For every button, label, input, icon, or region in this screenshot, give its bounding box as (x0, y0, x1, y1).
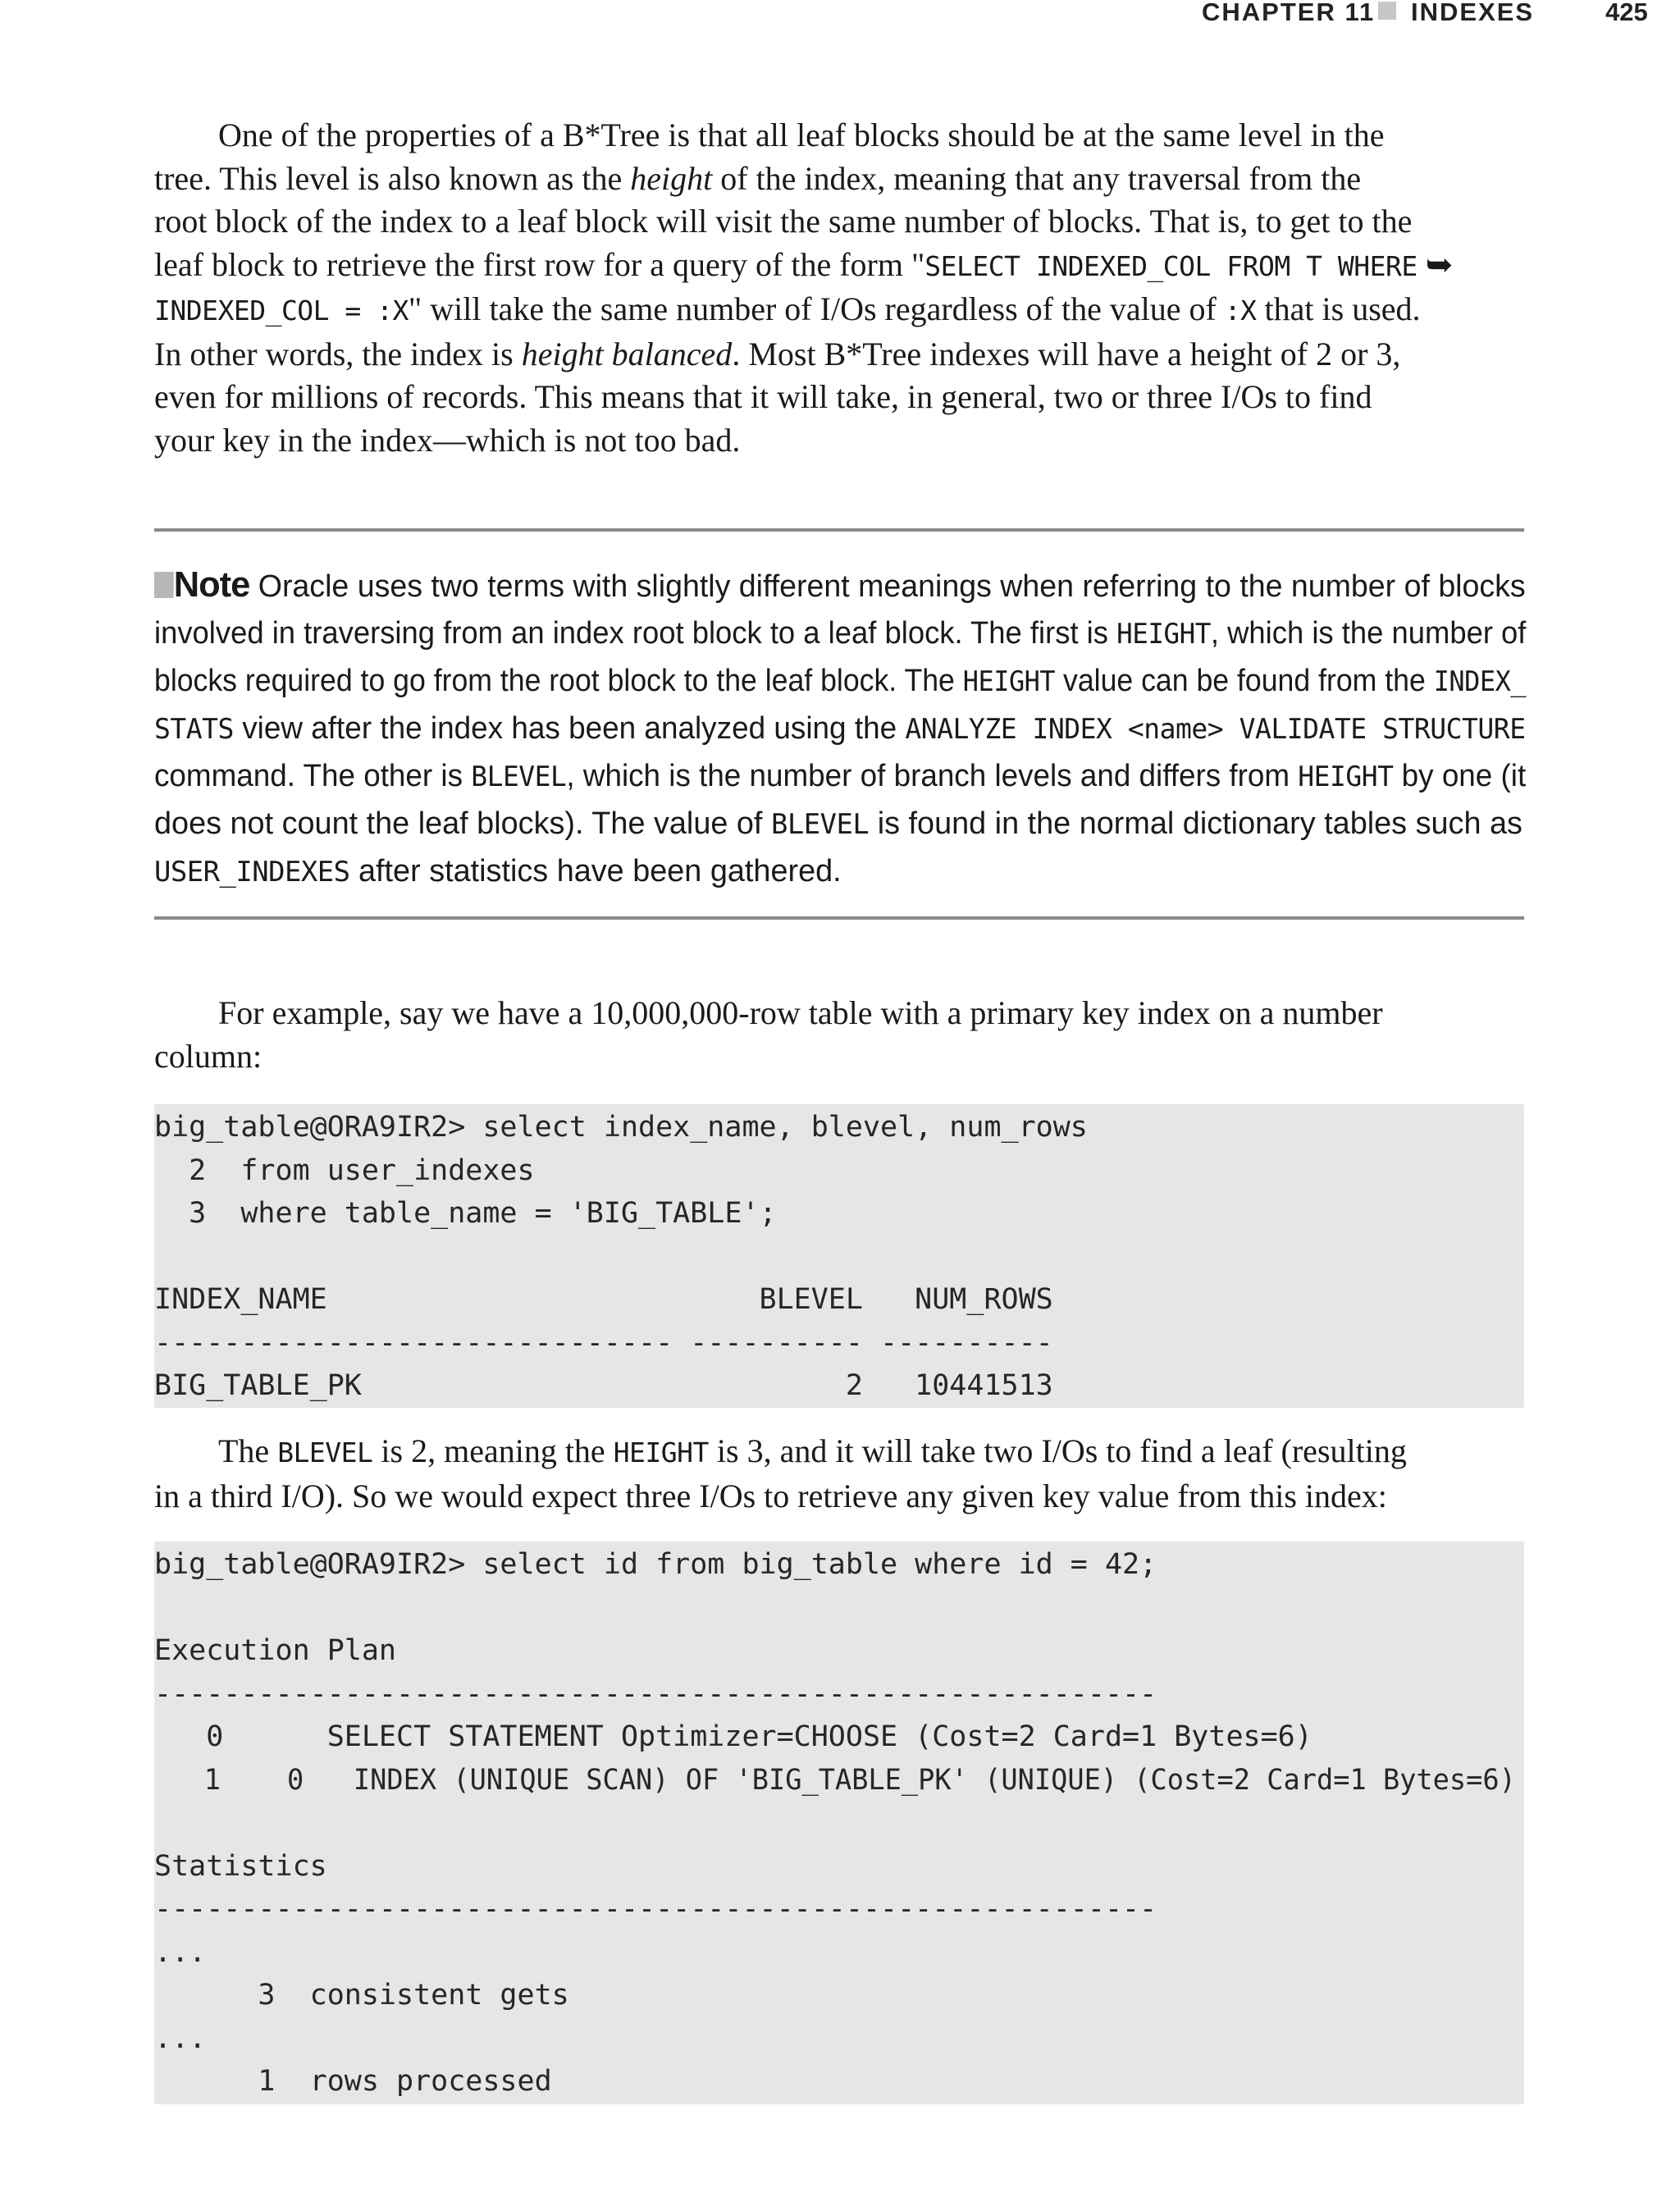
code-line: ... (154, 2021, 207, 2055)
emphasis-height: height (630, 159, 713, 197)
inline-code: USER_INDEXES (154, 856, 350, 888)
inline-code: HEIGHT (962, 665, 1056, 698)
note-line: STATS view after the index has been analyzed using the ANALYZE INDEX <name> VALIDATE STRUCTURE (154, 711, 1526, 746)
inline-code: BLEVEL (277, 1436, 373, 1468)
code-line: Statistics (154, 1849, 327, 1883)
paragraph-line: even for millions of records. This means that it will take, in general, two or three I/Os to find (154, 378, 1372, 415)
paragraph-example-intro (154, 992, 1526, 1078)
paragraph-line: In other words, the index is height balanced. Most B*Tree indexes will have a height of 2 or 3, (154, 335, 1401, 372)
paragraph-line: One of the properties of a B*Tree is that all leaf blocks should be at the same level in the (218, 116, 1385, 153)
paragraph-line: INDEXED_COL = :X" will take the same number of I/Os regardless of the value of :X that is used. (154, 290, 1421, 327)
running-head-chapter: CHAPTER 11 (1202, 0, 1376, 26)
code-line: INDEX_NAME BLEVEL NUM_ROWS (154, 1283, 1053, 1316)
code-line: 3 where table_name = 'BIG_TABLE'; (154, 1197, 777, 1230)
note-line: involved in traversing from an index root block to a leaf block. The first is HEIGHT, which is the number of (154, 616, 1527, 651)
code-line: ------------------------------ ---------- ---------- (154, 1326, 1053, 1359)
code-line: 1 0 INDEX (UNIQUE SCAN) OF 'BIG_TABLE_PK' (UNIQUE) (Cost=2 Card=1 Bytes=6) (154, 1763, 1516, 1797)
paragraph-line: The BLEVEL is 2, meaning the HEIGHT is 3, and it will take two I/Os to find a leaf (resulting (218, 1432, 1407, 1469)
paragraph-line: root block of the index to a leaf block will visit the same number of blocks. That is, to get to the (154, 203, 1413, 240)
code-line: ---------------------------------------------------------- (154, 1677, 1157, 1711)
inline-code: INDEX_ (1433, 665, 1527, 698)
inline-code: SELECT INDEXED_COL FROM T WHERE (924, 249, 1418, 282)
paragraph-blevel-explanation (154, 1430, 1526, 1518)
emphasis-height-balanced: height balanced (521, 335, 733, 372)
code-line: ... (154, 1935, 207, 1969)
note-top-rule (154, 528, 1524, 532)
note-line: blocks required to go from the root block to the leaf block. The HEIGHT value can be found from the INDEX_ (154, 664, 1527, 698)
continuation-arrow-icon: ➥ (1417, 245, 1454, 283)
inline-code: HEIGHT (1116, 618, 1211, 651)
note-marker-square (154, 572, 174, 598)
note-label: Note (173, 564, 250, 605)
paragraph-line: For example, say we have a 10,000,000-row table with a primary key index on a number (218, 994, 1383, 1031)
running-header (0, 0, 1680, 33)
code-line: big_table@ORA9IR2> select id from big_table where id = 42; (154, 1548, 1157, 1581)
inline-code: BLEVEL (471, 760, 567, 793)
code-line: Execution Plan (154, 1634, 397, 1667)
note-line: USER_INDEXES after statistics have been gathered. (154, 854, 842, 888)
note-line: Note Oracle uses two terms with slightly different meanings when referring to the number of blocks (154, 561, 1515, 610)
code-line: 2 from user_indexes (154, 1153, 535, 1187)
note-line: does not count the leaf blocks). The value of BLEVEL is found in the normal dictionary tables such as (154, 806, 1522, 841)
code-line: ---------------------------------------------------------- (154, 1893, 1157, 1925)
note-bottom-rule (154, 916, 1524, 920)
running-head-section: INDEXES (1411, 0, 1535, 26)
code-line: BIG_TABLE_PK 2 10441513 (154, 1369, 1053, 1402)
paragraph-line: tree. This level is also known as the height of the index, meaning that any traversal from the (154, 159, 1362, 197)
header-separator-square (1378, 2, 1396, 20)
code-line: 0 SELECT STATEMENT Optimizer=CHOOSE (Cost=2 Card=1 Bytes=6) (154, 1720, 1312, 1753)
inline-code: INDEXED_COL = :X (154, 295, 409, 327)
note-box (154, 561, 1532, 896)
code-line: 1 rows processed (154, 2065, 552, 2098)
code-line: 3 consistent gets (154, 1979, 569, 2012)
inline-code: HEIGHT (613, 1436, 709, 1468)
inline-code: STATS (154, 713, 234, 746)
paragraph-line: leaf block to retrieve the first row for a query of the form "SELECT INDEXED_COL FROM T WHERE ➥ (154, 245, 1454, 283)
paragraph-line: your key in the index—which is not too bad. (154, 421, 741, 459)
page-number: 425 (1605, 0, 1648, 26)
paragraph-btree-height (154, 114, 1526, 462)
code-block-execution-plan (154, 1542, 1524, 2104)
code-block-user-indexes-query (154, 1104, 1524, 1408)
inline-code: ANALYZE INDEX <name> VALIDATE STRUCTURE (905, 713, 1526, 746)
paragraph-line: column: (154, 1037, 262, 1075)
inline-code: BLEVEL (770, 808, 870, 841)
code-line: big_table@ORA9IR2> select index_name, blevel, num_rows (154, 1111, 1088, 1144)
paragraph-line: in a third I/O). So we would expect three I/Os to retrieve any given key value from this index: (154, 1477, 1387, 1514)
inline-code: HEIGHT (1298, 760, 1394, 793)
note-line: command. The other is BLEVEL, which is the number of branch levels and differs from HEIGHT by one (it (154, 759, 1527, 793)
inline-code: :X (1224, 295, 1257, 327)
